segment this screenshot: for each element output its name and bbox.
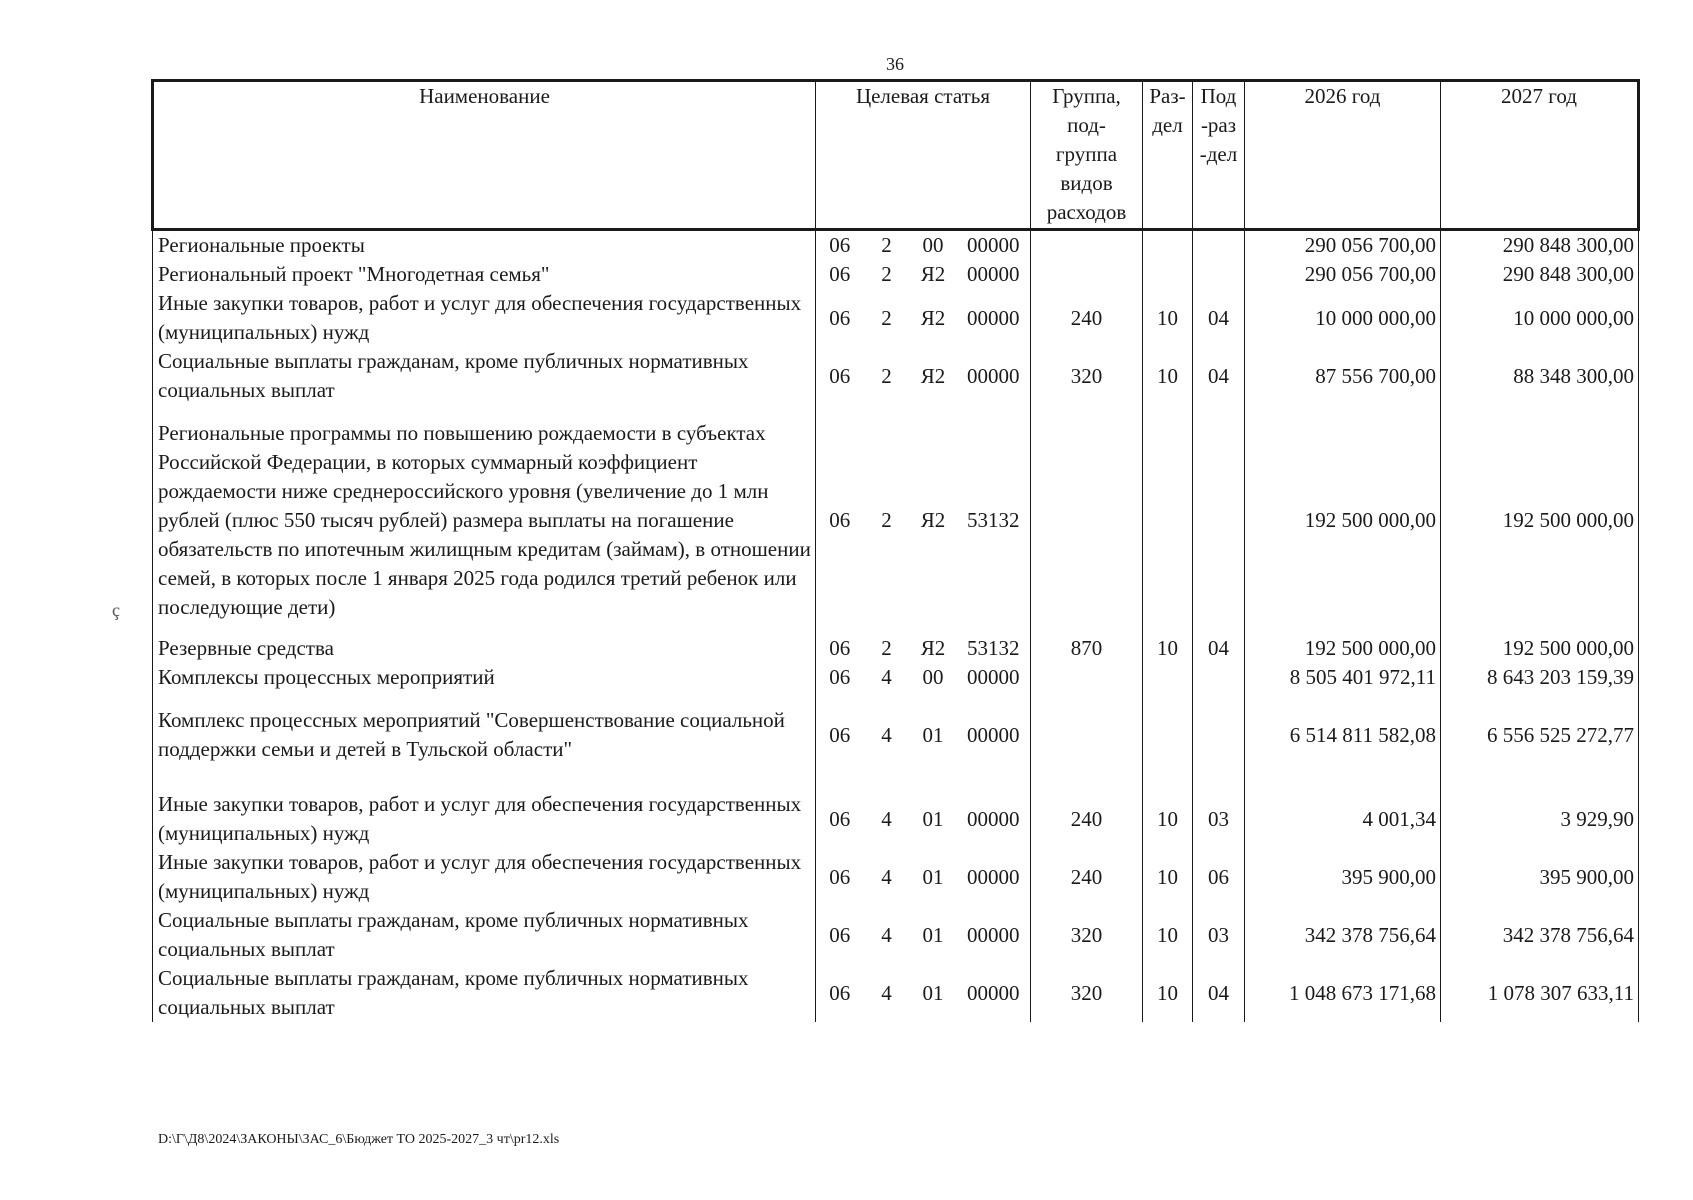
cell-t2: 4 (881, 864, 892, 889)
cell-name: Комплекс процессных мероприятий "Совершенствование социальной поддержки семьи и детей в Тульской области" (153, 692, 816, 776)
cell-prz (1193, 230, 1245, 261)
cell-y2027: 192 500 000,00 (1441, 405, 1639, 634)
cell-t2: 2 (881, 636, 892, 660)
page-number: 36 (886, 54, 904, 74)
cell-grp (1031, 405, 1143, 634)
cell-y2027: 6 556 525 272,77 (1441, 692, 1639, 776)
cell-t1: 06 (829, 233, 851, 257)
cell-y2027: 3 929,90 (1441, 776, 1639, 848)
cell-name: Комплексы процессных мероприятий (153, 663, 816, 692)
cell-y2027: 88 348 300,00 (1441, 347, 1639, 405)
cell-t1: 06 (829, 922, 851, 947)
cell-t4: 00000 (957, 260, 1031, 289)
cell-t2: 2 (881, 305, 892, 330)
cell-y2026: 6 514 811 582,08 (1245, 692, 1441, 776)
cell-y2026: 192 500 000,00 (1245, 634, 1441, 663)
cell-t2: 2 (881, 233, 892, 257)
header-target-article: Целевая статья (816, 81, 1031, 230)
cell-y2027: 395 900,00 (1441, 848, 1639, 906)
cell-t3: 01 (922, 864, 944, 889)
cell-prz (1193, 405, 1245, 634)
cell-y2027: 290 848 300,00 (1441, 260, 1639, 289)
header-subsection-text: Под-раз-дел (1199, 84, 1238, 166)
cell-prz: 04 (1193, 347, 1245, 405)
cell-y2026: 290 056 700,00 (1245, 260, 1441, 289)
cell-grp: 320 (1031, 906, 1143, 964)
cell-rz: 10 (1143, 347, 1193, 405)
header-year-2026: 2026 год (1245, 81, 1441, 230)
scan-mark: ç (112, 600, 120, 620)
cell-rz: 10 (1143, 289, 1193, 347)
cell-prz: 03 (1193, 906, 1245, 964)
cell-t1: 06 (829, 305, 851, 330)
cell-name: Иные закупки товаров, работ и услуг для обеспечения государственных (муниципальных) нужд (153, 289, 816, 347)
table-row (153, 964, 1639, 1022)
cell-t3: 00 (922, 233, 944, 257)
table-row (153, 692, 1639, 776)
cell-prz: 04 (1193, 634, 1245, 663)
cell-name: Социальные выплаты гражданам, кроме публичных нормативных социальных выплат (153, 906, 816, 964)
table-row (153, 289, 1639, 347)
cell-name: Региональные программы по повышению рождаемости в субъектах Российской Федерации, в которых суммарный коэффициент рождаемости ниже среднероссийского уровня (увеличение до 1 млн рублей (плюс 550 тысяч рублей) размера выплаты на погашение обязательств по ипотечным жилищным кредитам (займам), в отношении семей, в которых после 1 января 2025 года родился третий ребенок или последующие дети) (153, 405, 816, 634)
cell-grp: 240 (1031, 776, 1143, 848)
cell-y2027: 342 378 756,64 (1441, 906, 1639, 964)
cell-t4: 53132 (957, 634, 1031, 663)
cell-y2026: 4 001,34 (1245, 776, 1441, 848)
table-row (153, 405, 1639, 634)
cell-t3: 01 (922, 722, 944, 747)
cell-t3: Я2 (920, 262, 946, 286)
cell-grp: 870 (1031, 634, 1143, 663)
table-body (153, 230, 1639, 1023)
cell-grp: 240 (1031, 289, 1143, 347)
cell-grp: 320 (1031, 347, 1143, 405)
header-subsection (1193, 81, 1245, 230)
budget-table (151, 79, 1640, 1022)
header-name: Наименование (153, 81, 816, 230)
cell-rz (1143, 260, 1193, 289)
cell-prz (1193, 663, 1245, 692)
table-row (153, 663, 1639, 692)
cell-t2: 2 (881, 262, 892, 286)
cell-t1: 06 (829, 980, 851, 1005)
file-path: D:\Г\Д8\2024\ЗАКОНЫ\ЗАС_6\Бюджет ТО 2025-2027_3 чт\pr12.xls (158, 1132, 560, 1147)
cell-t4: 00000 (957, 663, 1031, 692)
cell-t3: 00 (922, 665, 944, 689)
cell-t1: 06 (829, 508, 851, 532)
header-section (1143, 81, 1193, 230)
table-row (153, 347, 1639, 405)
cell-t4: 00000 (957, 692, 1031, 776)
cell-t3: 01 (922, 922, 944, 947)
cell-y2026: 87 556 700,00 (1245, 347, 1441, 405)
cell-name: Региональные проекты (153, 230, 816, 261)
cell-t4: 00000 (957, 230, 1031, 261)
cell-prz: 04 (1193, 964, 1245, 1022)
cell-t3: Я2 (920, 508, 946, 532)
cell-rz (1143, 663, 1193, 692)
header-expense-group-text: Группа, под-группа видов расходов (1046, 84, 1127, 224)
cell-t2: 4 (881, 980, 892, 1005)
cell-t1: 06 (829, 806, 851, 831)
cell-t3: 01 (922, 806, 944, 831)
cell-name: Региональный проект "Многодетная семья" (153, 260, 816, 289)
header-year-2027: 2027 год (1441, 81, 1639, 230)
cell-t1: 06 (829, 665, 851, 689)
cell-t4: 00000 (957, 906, 1031, 964)
cell-t2: 4 (881, 922, 892, 947)
cell-y2027: 192 500 000,00 (1441, 634, 1639, 663)
cell-rz (1143, 230, 1193, 261)
cell-rz: 10 (1143, 634, 1193, 663)
cell-grp: 320 (1031, 964, 1143, 1022)
cell-rz (1143, 405, 1193, 634)
cell-t3: Я2 (920, 636, 946, 660)
cell-prz (1193, 692, 1245, 776)
table-row (153, 260, 1639, 289)
cell-t4: 00000 (957, 964, 1031, 1022)
cell-prz: 06 (1193, 848, 1245, 906)
cell-rz (1143, 692, 1193, 776)
cell-t1: 06 (829, 363, 851, 388)
cell-rz: 10 (1143, 848, 1193, 906)
header-expense-group (1031, 81, 1143, 230)
table-row (153, 776, 1639, 848)
cell-y2027: 1 078 307 633,11 (1441, 964, 1639, 1022)
cell-t4: 00000 (957, 289, 1031, 347)
cell-grp: 240 (1031, 848, 1143, 906)
cell-name: Иные закупки товаров, работ и услуг для обеспечения государственных (муниципальных) нужд (153, 848, 816, 906)
cell-prz: 03 (1193, 776, 1245, 848)
cell-name: Социальные выплаты гражданам, кроме публичных нормативных социальных выплат (153, 347, 816, 405)
cell-t3: Я2 (920, 363, 946, 388)
cell-t2: 4 (881, 722, 892, 747)
cell-y2027: 8 643 203 159,39 (1441, 663, 1639, 692)
cell-rz: 10 (1143, 776, 1193, 848)
cell-y2027: 10 000 000,00 (1441, 289, 1639, 347)
cell-t3: 01 (922, 980, 944, 1005)
cell-t4: 00000 (957, 848, 1031, 906)
table-row (153, 848, 1639, 906)
cell-y2026: 342 378 756,64 (1245, 906, 1441, 964)
header-section-text: Раз-дел (1149, 84, 1186, 137)
cell-t4: 00000 (957, 776, 1031, 848)
cell-rz: 10 (1143, 906, 1193, 964)
cell-t2: 4 (881, 806, 892, 831)
table-row (153, 634, 1639, 663)
cell-t1: 06 (829, 636, 851, 660)
cell-t4: 53132 (957, 405, 1031, 634)
cell-grp (1031, 692, 1143, 776)
cell-t2: 4 (881, 665, 892, 689)
cell-y2026: 8 505 401 972,11 (1245, 663, 1441, 692)
cell-t1: 06 (829, 864, 851, 889)
cell-y2026: 290 056 700,00 (1245, 230, 1441, 261)
cell-y2026: 192 500 000,00 (1245, 405, 1441, 634)
cell-t3: Я2 (920, 305, 946, 330)
cell-prz: 04 (1193, 289, 1245, 347)
cell-t2: 2 (881, 508, 892, 532)
cell-t4: 00000 (957, 347, 1031, 405)
cell-name: Социальные выплаты гражданам, кроме публичных нормативных социальных выплат (153, 964, 816, 1022)
cell-name: Резервные средства (153, 634, 816, 663)
cell-y2026: 1 048 673 171,68 (1245, 964, 1441, 1022)
cell-name: Иные закупки товаров, работ и услуг для обеспечения государственных (муниципальных) нужд (153, 776, 816, 848)
table-row (153, 230, 1639, 261)
cell-prz (1193, 260, 1245, 289)
cell-grp (1031, 230, 1143, 261)
cell-t1: 06 (829, 722, 851, 747)
cell-t1: 06 (829, 262, 851, 286)
cell-y2026: 10 000 000,00 (1245, 289, 1441, 347)
cell-t2: 2 (881, 363, 892, 388)
cell-rz: 10 (1143, 964, 1193, 1022)
cell-y2026: 395 900,00 (1245, 848, 1441, 906)
cell-grp (1031, 663, 1143, 692)
cell-grp (1031, 260, 1143, 289)
table-row (153, 906, 1639, 964)
cell-y2027: 290 848 300,00 (1441, 230, 1639, 261)
